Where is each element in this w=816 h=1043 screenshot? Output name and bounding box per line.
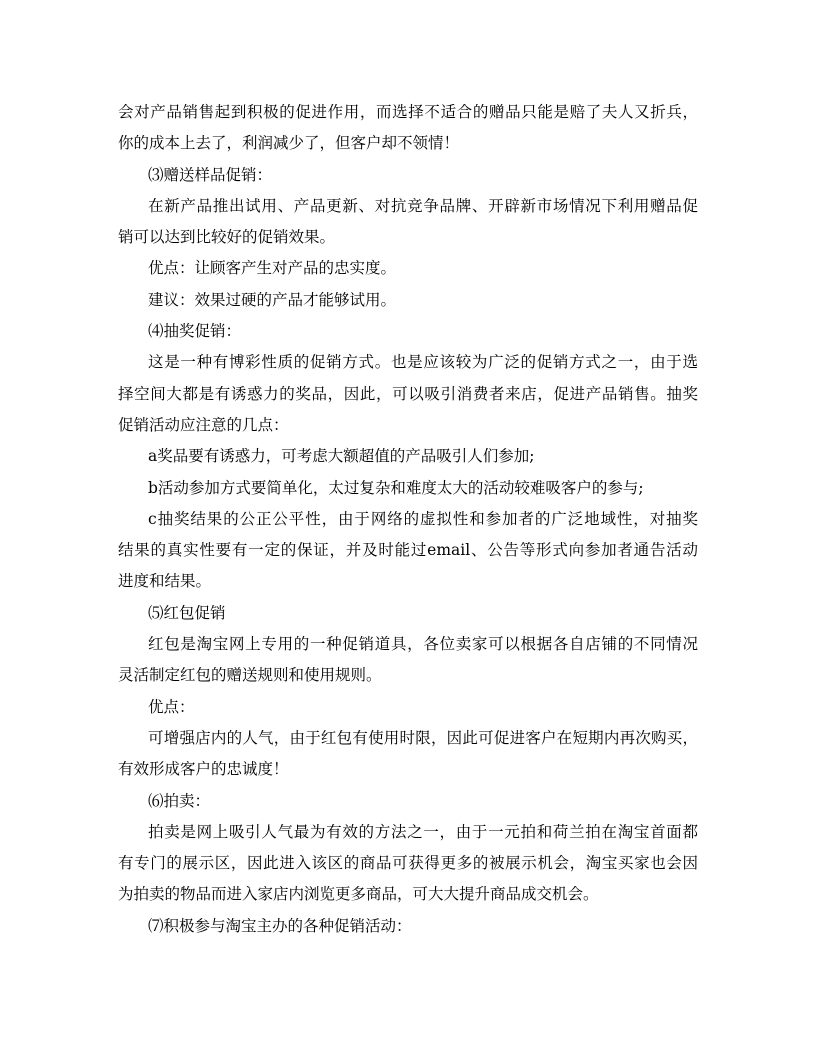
text-line: 促销活动应注意的几点： <box>118 415 289 434</box>
list-item: c抽奖结果的公正公平性，由于网络的虚拟性和参加者的广泛地域性，对抽奖 <box>148 509 698 528</box>
section-heading: ⑶赠送样品促销： <box>148 165 273 184</box>
list-item: b活动参加方式要简单化，太过复杂和难度太大的活动较难吸客户的参与; <box>148 478 644 497</box>
text-line: 为拍卖的物品而进入家店内浏览更多商品，可大大提升商品成交机会。 <box>118 885 599 904</box>
text-line: 会对产品销售起到积极的促进作用，而选择不适合的赠品只能是赔了夫人又折兵， <box>118 103 698 121</box>
text-line: 建议：效果过硬的产品才能够试用。 <box>148 290 397 309</box>
text-line: 销可以达到比较好的促销效果。 <box>118 228 336 247</box>
text-line: 可增强店内的人气，由于红包有使用时限，因此可促进客户在短期内再次购买， <box>148 728 698 747</box>
list-item: a奖品要有诱惑力，可考虑大额超值的产品吸引人们参加; <box>148 447 535 466</box>
document-body <box>118 97 698 942</box>
text-line: 有专门的展示区，因此进入该区的商品可获得更多的被展示机会，淘宝买家也会因 <box>118 854 698 873</box>
text-line: 择空间大都是有诱惑力的奖品，因此，可以吸引消费者来店，促进产品销售。抽奖 <box>118 384 698 403</box>
text-line: 有效形成客户的忠诚度！ <box>118 760 289 779</box>
text-line: 结果的真实性要有一定的保证，并及时能过email、公告等形式向参加者通告活动 <box>118 541 698 560</box>
text-line: 红包是淘宝网上专用的一种促销道具，各位卖家可以根据各自店铺的不同情况 <box>148 635 698 654</box>
text-line: 进度和结果。 <box>118 572 212 591</box>
text-line: 灵活制定红包的赠送规则和使用规则。 <box>118 666 382 685</box>
section-heading: ⑷抽奖促销： <box>148 322 242 341</box>
section-heading: ⑺积极参与淘宝主办的各种促销活动： <box>148 916 412 935</box>
text-line: 这是一种有博彩性质的促销方式。也是应该较为广泛的促销方式之一，由于选 <box>148 353 698 372</box>
section-heading: ⑹拍卖： <box>148 791 211 810</box>
text-line: 优点： <box>148 697 195 716</box>
section-heading: ⑸红包促销 <box>148 603 226 622</box>
text-line: 你的成本上去了，利润减少了，但客户却不领情！ <box>118 134 460 153</box>
text-line: 在新产品推出试用、产品更新、对抗竞争品牌、开辟新市场情况下利用赠品促 <box>148 196 698 215</box>
text-line: 拍卖是网上吸引人气最为有效的方法之一，由于一元拍和荷兰拍在淘宝首面都 <box>148 822 698 841</box>
text-line: 优点：让顾客产生对产品的忠实度。 <box>148 259 397 278</box>
